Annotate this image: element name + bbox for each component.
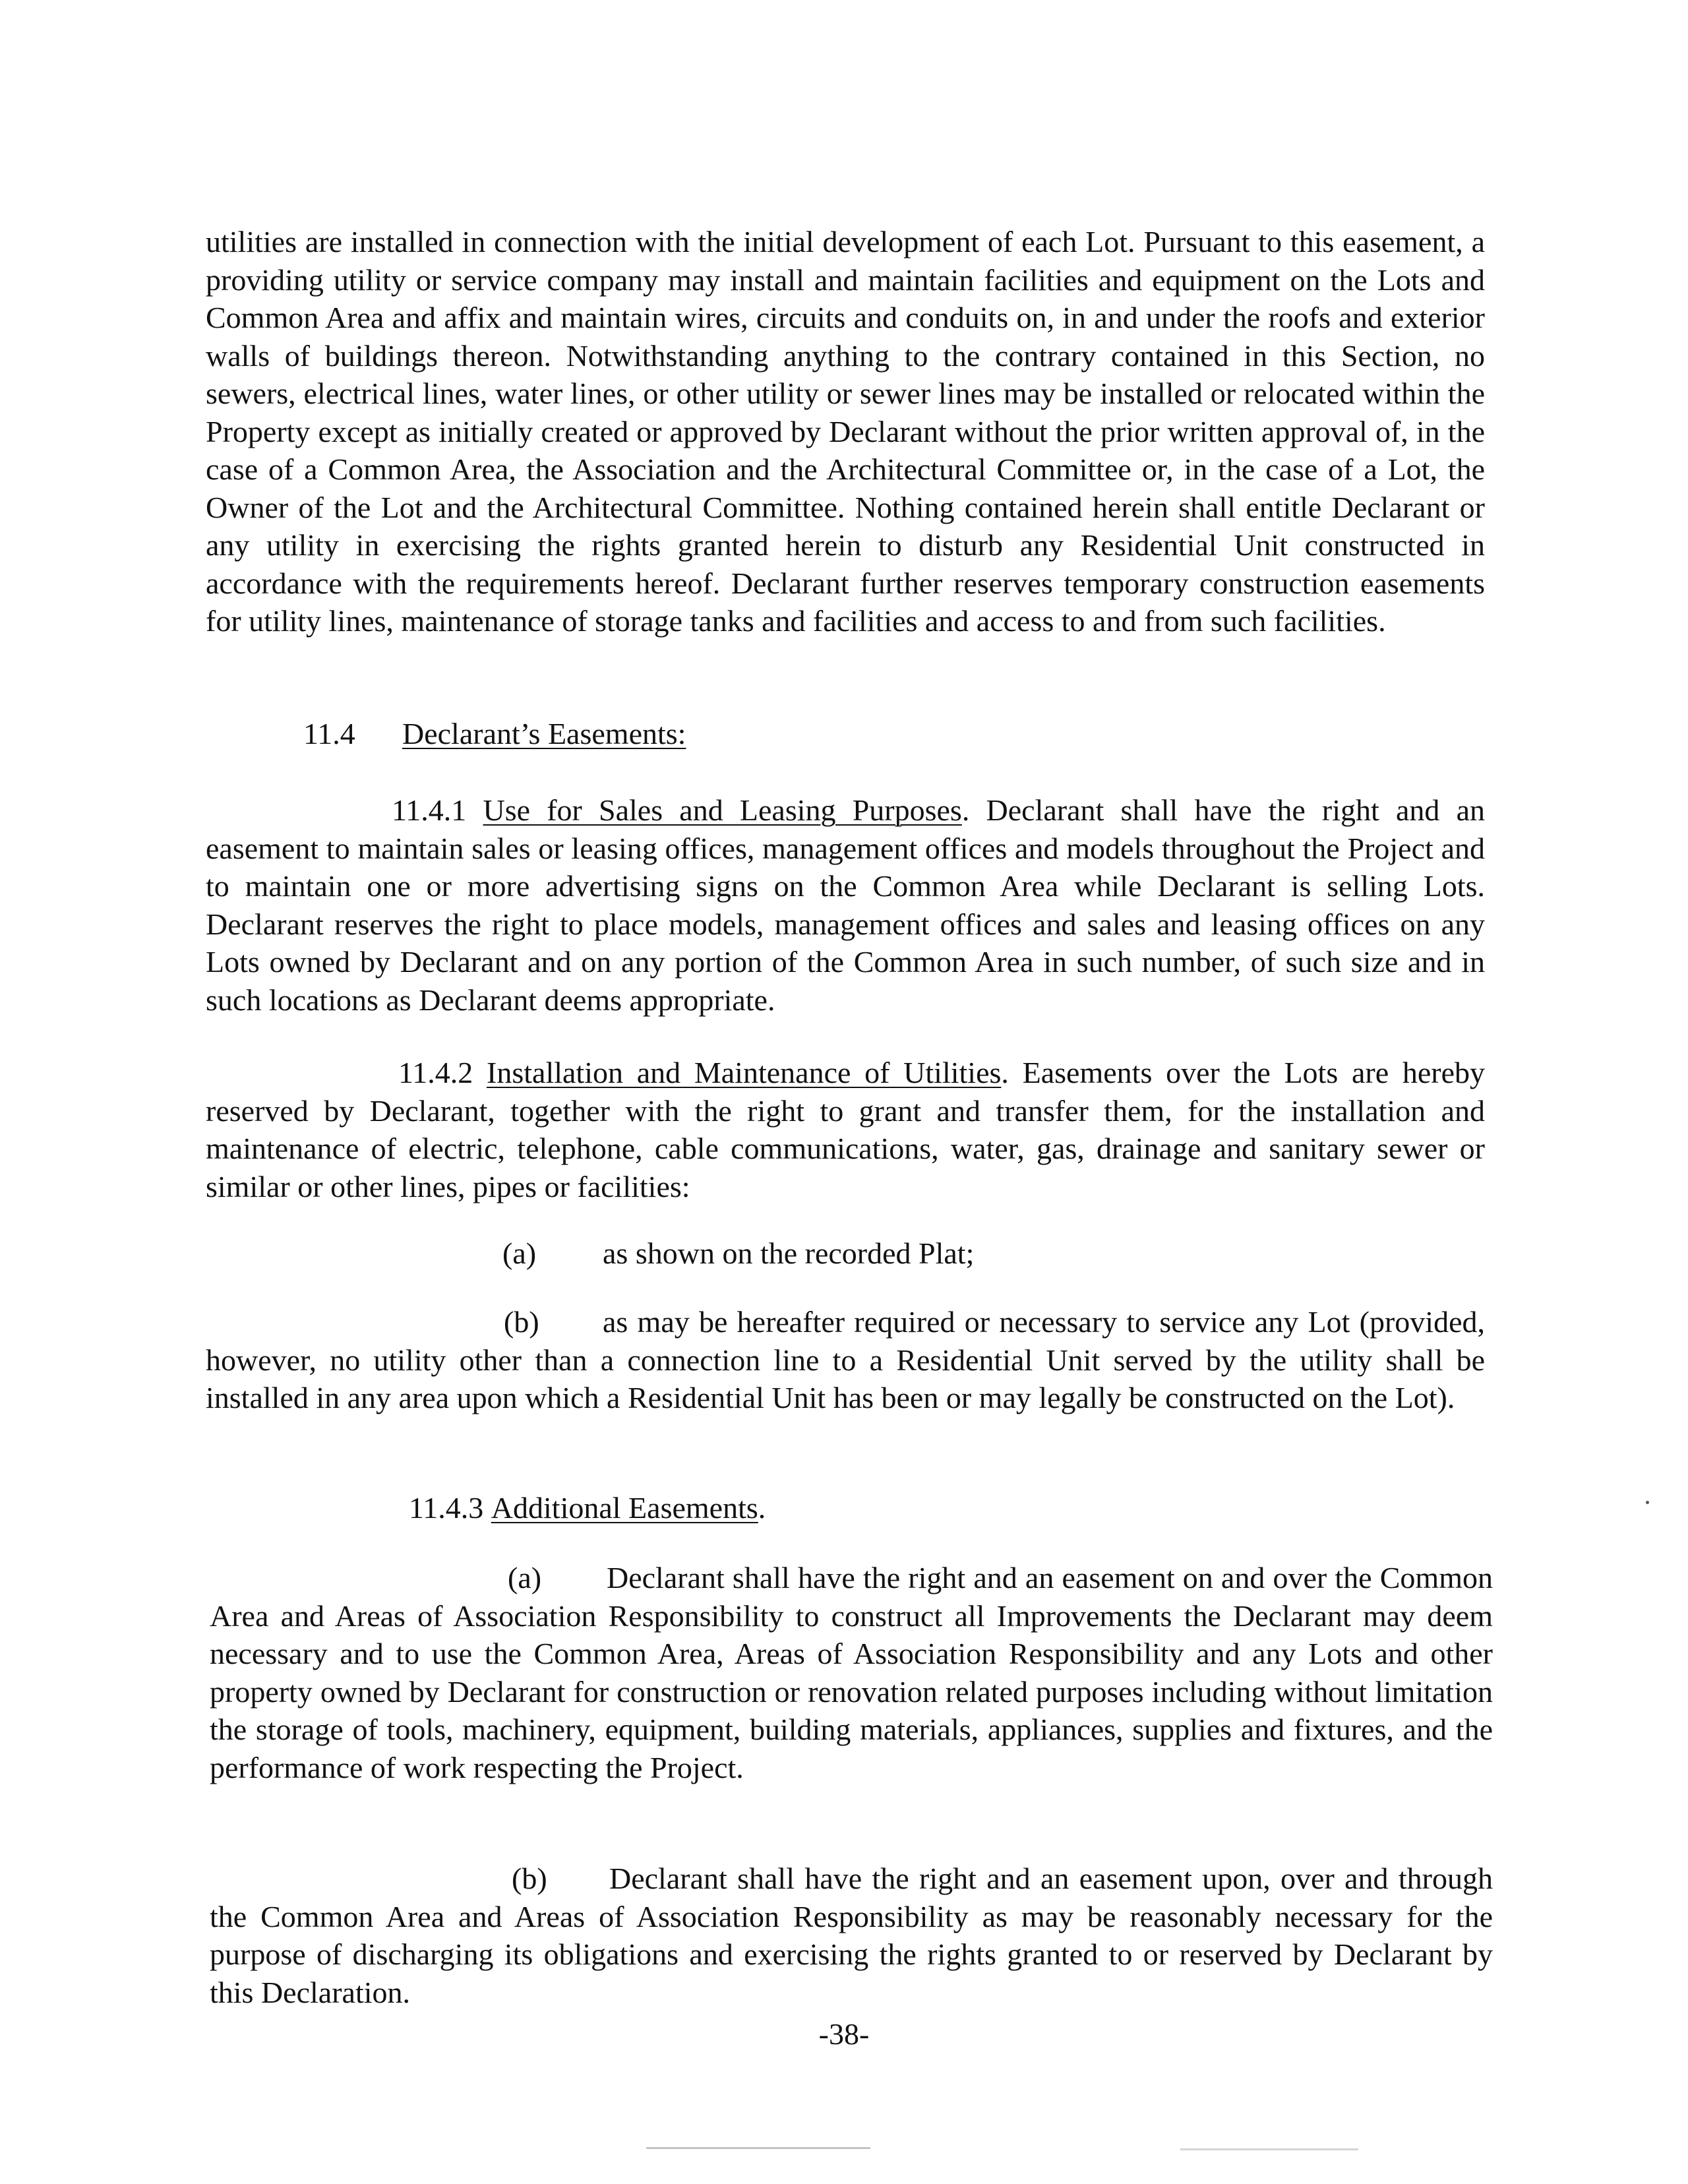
item-a-declarant-construction: [210, 1559, 1493, 1786]
section-11-4-2-paragraph: [206, 1054, 1485, 1205]
scan-speck: [1646, 1501, 1649, 1504]
scan-artifact-line: [646, 2147, 870, 2149]
item-b-as-may-be: [206, 1303, 1485, 1417]
item-label: (b): [504, 1305, 539, 1339]
item-b-declarant-easement: [210, 1860, 1493, 2011]
subsection-body: . Easements over the Lots are hereby reserved by Declarant, together with the right to grant and transfer them, for the installation and maintenance of electric, telephone, cable communications, water, gas, drainage and sanitary sewer or similar or other lines, pipes or facilities:: [206, 1056, 1486, 1203]
section-11-4-3-heading: [409, 1489, 766, 1527]
scan-artifact-line: [1180, 2148, 1358, 2150]
page-number: -38-: [818, 2017, 870, 2051]
section-11-4-1-paragraph: [206, 791, 1485, 1019]
subsection-title: Additional Easements: [491, 1491, 758, 1525]
subsection-title-suffix: .: [758, 1491, 766, 1525]
subsection-number: 11.4.3: [409, 1491, 484, 1525]
item-a-as-shown: [502, 1234, 974, 1273]
section-11-4-heading: [303, 715, 686, 753]
item-text: as shown on the recorded Plat;: [603, 1236, 975, 1270]
subsection-title: Installation and Maintenance of Utilities: [487, 1056, 1002, 1089]
subsection-number: 11.4.2: [398, 1056, 473, 1089]
item-text: Declarant shall have the right and an easement upon, over and through the Common Area and Areas of Association Responsibility as may be reasonably necessary for the purpose of discharging its obligations and exercising the rights granted to or reserved by Declarant by this Declaration.: [210, 1862, 1493, 2009]
subsection-title: Use for Sales and Leasing Purposes: [483, 793, 962, 827]
section-number: 11.4: [303, 717, 355, 750]
item-text: Declarant shall have the right and an easement on and over the Common Area and Areas of Association Responsibility to construct all Improvements the Declarant may deem necessary and to use the Common Area, Areas of Association Responsibility and any Lots and other property owned by Declarant for construction or renovation related purposes including without limitation the storage of tools, machinery, equipment, building materials, appliances, supplies and fixtures, and the performance of work respecting the Project.: [210, 1561, 1493, 1784]
item-label: (a): [502, 1236, 537, 1270]
item-label: (a): [508, 1561, 542, 1594]
section-title: Declarant’s Easements:: [402, 717, 686, 750]
subsection-number: 11.4.1: [392, 793, 467, 827]
item-text: as may be hereafter required or necessary to service any Lot (provided, however, no utility other than a connection line to a Residential Unit served by the utility shall be installed in any area upon which a Residential Unit has been or may legally be constructed on the Lot).: [206, 1305, 1485, 1414]
subsection-body: . Declarant shall have the right and an easement to maintain sales or leasing offices, management offices and models throughout the Project and to maintain one or more advertising signs on the Common Area while Declarant is selling Lots. Declarant reserves the right to place models, management offices and sales and leasing offices on any Lots owned by Declarant and on any portion of the Common Area in such number, of such size and in such locations as Declarant deems appropriate.: [206, 793, 1485, 1017]
intro-paragraph: utilities are installed in connection with the initial development of each Lot. Pursuant to this easement, a providing utility or service company may install and maintain facilities and equipment on the Lots and Common Area and affix and maintain wires, circuits and conduits on, in and under the roofs and exterior walls of buildings thereon. Notwithstanding anything to the contrary contained in this Section, no sewers, electrical lines, water lines, or other utility or sewer lines may be installed or relocated within the Property except as initially created or approved by Declarant without the prior written approval of, in the case of a Common Area, the Association and the Architectural Committee or, in the case of a Lot, the Owner of the Lot and the Architectural Committee. Nothing contained herein shall entitle Declarant or any utility in exercising the rights granted herein to disturb any Residential Unit constructed in accordance with the requirements hereof. Declarant further reserves temporary construction easements for utility lines, maintenance of storage tanks and facilities and access to and from such facilities.: [206, 225, 1485, 638]
item-label: (b): [512, 1862, 547, 1895]
